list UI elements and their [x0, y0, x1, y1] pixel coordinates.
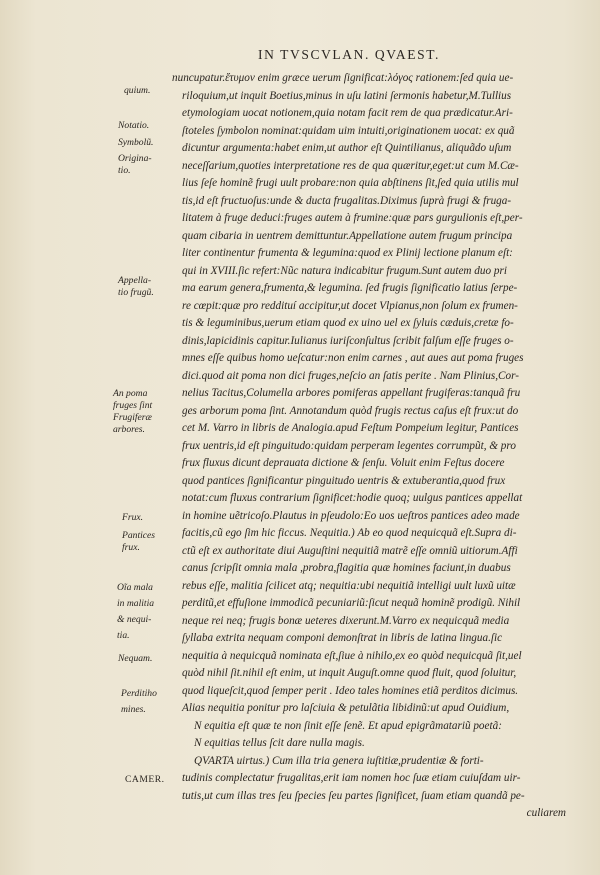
text-line: dici.quod ait poma non dici fruges,neſcio an ſatis perite . Nam Plinius,Cor- — [182, 369, 519, 382]
text-line: ſtoteles ſymbolon nominat:quidam uim intuiti,originationem uocat: ex quã — [182, 124, 515, 137]
margin-note-an-poma: An poma fruges ſint Frugiferæ arbores. — [113, 388, 153, 435]
text-line: lius ſeſe hominẽ frugi uult probare:non quia abſtinens ſit,ſed quia utilis mul — [182, 177, 519, 189]
text-line: quod pantices ſignificantur pinguitudo uentris & extuberantia,quod frux — [182, 474, 506, 487]
margin-note-perditi-homines: Perditiho mines. — [121, 688, 157, 715]
text-line: neceſſarium,quoties interpretatione res de qua quæritur,eget:ut cum M.Cæ- — [182, 159, 519, 172]
text-line: re cœpit:quæ pro reddituí accipitur,ut docet Vlpianus,non ſolum ex frumen- — [182, 299, 518, 312]
margin-note-quium: quium. — [124, 85, 151, 96]
text-line: ſyllaba extrita nequam componi demonſtrat in libris de latina lingua.ſic — [182, 632, 503, 644]
margin-note-omnia-mala: Oĩa mala in malitia & nequi- tia. — [117, 582, 155, 641]
text-line: cet M. Varro in libris de Analogia.apud Feſtum Pompeium legitur, Pantices — [182, 422, 519, 434]
text-line: tudinis complectatur frugalitas,erit iam nomen hoc ſuæ etiam cuiuſdam uir- — [182, 772, 521, 784]
catchword: culiarem — [526, 807, 566, 819]
margin-note-frux: Frux. — [122, 512, 144, 523]
commentary-text-block — [172, 70, 572, 823]
margin-note-notatio: Notatio. — [118, 120, 150, 131]
margin-note-pantices-frux: Pantices frux. — [122, 530, 156, 553]
text-line: Alias nequitia ponitur pro laſciuia & petulãtia libidinũ:ut apud Ouidium, — [182, 702, 510, 714]
text-line: frux uentris,id eſt pinguitudo:quidam perperam legentes corrumpũt, & pro — [182, 439, 516, 452]
text-line: frux fluxus dicunt deprauata dictione & ſenſu. Voluit enim Feſtus docere — [182, 457, 505, 469]
text-line: nelius Tacitus,Columella arbores pomiferas appellant frugiferas:tanquã fru — [182, 387, 521, 399]
text-line: quam cibaria in uentrem demittuntur.Appellatione autem frugum principa — [182, 229, 513, 242]
text-line: riloquium,ut inquit Boetius,minus in uſu latini ſermonis habetur,M.Tullius — [182, 89, 512, 102]
margin-note-symbolum: Symbolũ. — [118, 137, 154, 148]
text-line: quod liqueſcit,quod ſemper perit . Ideo tales homines etiã perditos dicimus. — [182, 684, 519, 697]
text-line: perditũ,et effuſione immodicã pecuniariũ:ſicut nequã hominẽ prodigũ. Nihil — [182, 597, 521, 609]
text-line: quòd nihil ſit.nihil eſt enim, ut inquit Auguſt.omne quod fluit, quod ſoluitur, — [182, 667, 517, 679]
text-line: rebus eſſe, malitia ſcilicet atq; nequitia:ubi nequitiã intelligi uult luxũ uitæ — [182, 579, 516, 592]
text-line: notat:cum fluxus contrarium ſignificet:hodie quoq; uulgus pantices appellat — [182, 492, 523, 504]
margin-note-camer: CAMER. — [125, 774, 165, 785]
text-line: dicuntur argumenta:habet enim,ut author eſt Quintilianus, aliquãdo uſum — [182, 142, 512, 154]
text-line: nuncupatur.ἔτυμον enim græce uerum ſignificat:λόγος rationem:ſed quia ue- — [172, 72, 514, 84]
margin-note-nequam: Nequam. — [118, 653, 153, 664]
margin-note-originatio: Origina- tio. — [118, 153, 152, 176]
text-line: etymologiam uocat notionem,quia notam facit rem de qua prædicatur.Ari- — [182, 107, 513, 119]
lemma-line: QVARTA uirtus.) Cum illa tria genera iuſtitiæ,prudentiæ & forti- — [194, 754, 484, 767]
text-line: dinis,lapicidinis capitur.Iulianus iuriſconſultus ſcribit falſum eſſe fruges o- — [182, 334, 514, 347]
text-line: qui in XVIII.ſic refert:Nũc natura indicabitur frugum.Sunt autem duo pri — [182, 264, 507, 277]
text-line: mnes eſſe quibus homo ueſcatur:non enim carnes , aut aues aut poma fruges — [182, 352, 524, 364]
text-line: tis & leguminibus,uerum etiam quod ex uino uel ex ſyluis cæduis,cretæ fo- — [182, 317, 514, 329]
running-header: IN TVSCVLAN. QVAEST. — [258, 47, 441, 62]
text-line: tis,id eſt fructuoſus:unde & ducta frugalitas.Diximus ſuprà frugi & fruga- — [182, 194, 512, 207]
margin-note-appellatio-frugum: Appella- tio frugũ. — [118, 275, 154, 298]
text-line: litatem à fruge deduci:fruges autem à frumine:quæ pars gurgulionis eſt,per- — [182, 212, 523, 224]
text-line: nequitia à nequicquã nominata eſt,ſiue à nihilo,ex eo quòd nequicquã ſit,uel — [182, 649, 522, 662]
text-line: ma earum genera,frumenta,& legumina. ſed frugis ſignificatio latius ſerpe- — [182, 282, 518, 294]
text-line: ges arborum poma ſint. Annotandum quòd frugis rectus caſus eſt frux:ut do — [182, 404, 519, 417]
text-line: in homine uẽtricoſo.Plautus in pſeudolo:Eo uos ueſtros pantices adeo made — [182, 509, 520, 522]
text-line: neque rei neq; frugis bonæ ueteres dixerunt.M.Varro ex nequicquã media — [182, 614, 510, 627]
quotation-line: N equitia eſt quæ te non ſinit eſſe ſenẽ. Et apud epigrãmatariũ poetã: — [194, 719, 502, 732]
text-line: canus ſcripſit omnia mala ,probra,flagitia quæ homines faciunt,in duabus — [182, 562, 511, 574]
text-line: ctũ eſt ex authoritate diui Auguſtini nequitiã matrẽ eſſe omniũ uitiorum.Affi — [182, 544, 518, 557]
text-line: liter continentur frumenta & legumina:quod ex Plinij lectione planum eſt: — [182, 247, 513, 259]
text-line: tutis,ut cum illas tres ſeu ſpecies ſeu partes ſignificet, ſuam etiam quandã pe- — [182, 789, 525, 802]
quotation-line: N equitias tellus ſcit dare nulla magis. — [194, 737, 365, 749]
text-line: facitis,cũ ego ſim hic ficcus. Nequitia.) Ab eo quod nequicquã eſt.Supra di- — [182, 527, 517, 539]
